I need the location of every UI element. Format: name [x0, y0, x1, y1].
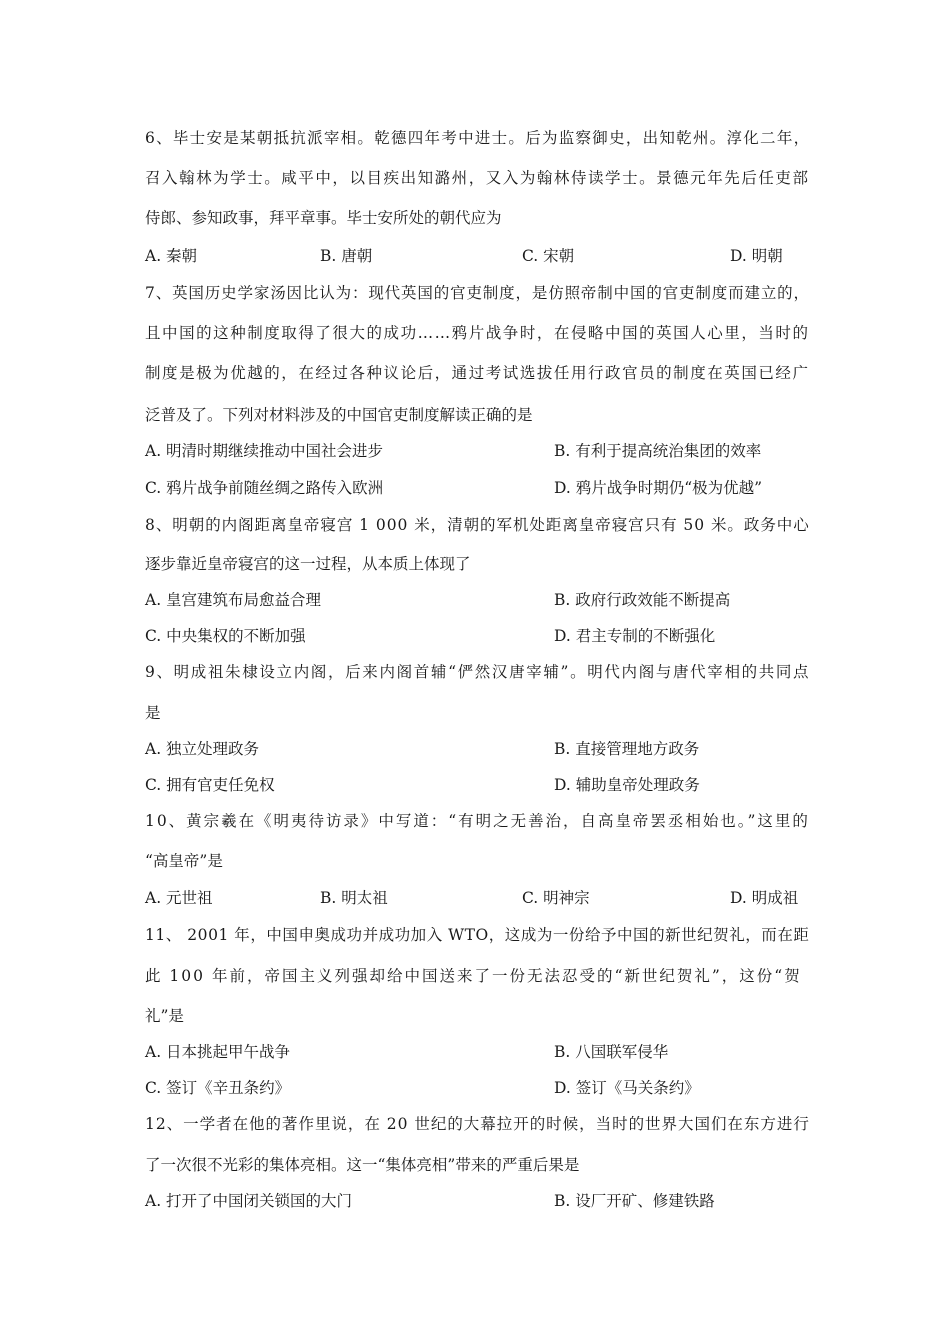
- q6-stem-line-3: 侍郎、参知政事，拜平章事。毕士安所处的朝代应为: [145, 209, 502, 227]
- q8-option-d: D. 君主专制的不断强化: [554, 627, 716, 645]
- q12-stem-line-1: 12、一学者在他的著作里说，在 20 世纪的大幕拉开的时候，当时的世界大国们在东方进行: [145, 1115, 810, 1133]
- q9-option-c: C. 拥有官吏任免权: [145, 776, 275, 794]
- q7-option-a: A. 明清时期继续推动中国社会进步: [145, 442, 384, 460]
- q9-option-a: A. 独立处理政务: [145, 740, 260, 758]
- q6-option-b: B. 唐朝: [320, 247, 373, 265]
- q12-option-b: B. 设厂开矿、修建铁路: [554, 1192, 715, 1210]
- q11-stem-line-1: 11、 2001 年，中国申奥成功并成功加入 WTO，这成为一份给予中国的新世纪贺礼，而在距: [145, 926, 810, 944]
- q9-stem-line-2: 是: [145, 704, 161, 722]
- q7-option-d: D. 鸦片战争时期仍“极为优越”: [554, 479, 763, 497]
- q8-option-b: B. 政府行政效能不断提高: [554, 591, 731, 609]
- q9-option-d: D. 辅助皇帝处理政务: [554, 776, 700, 794]
- q8-stem-line-1: 8、明朝的内阁距离皇帝寝宫 1 000 米，清朝的军机处距离皇帝寝宫只有 50 米。政务中心: [145, 516, 810, 534]
- q7-stem-line-4: 泛普及了。下列对材料涉及的中国官吏制度解读正确的是: [145, 406, 533, 424]
- q6-stem-line-2: 召入翰林为学士。咸平中，以目疾出知潞州，又入为翰林侍读学士。景德元年先后任吏部: [145, 169, 810, 187]
- q10-option-c: C. 明神宗: [522, 889, 590, 907]
- q6-option-a: A. 秦朝: [145, 247, 198, 265]
- q9-option-b: B. 直接管理地方政务: [554, 740, 700, 758]
- q12-option-a: A. 打开了中国闭关锁国的大门: [145, 1192, 353, 1210]
- q12-stem-line-2: 了一次很不光彩的集体亮相。这一“集体亮相”带来的严重后果是: [145, 1156, 580, 1174]
- q6-option-d: D. 明朝: [730, 247, 783, 265]
- q10-option-b: B. 明太祖: [320, 889, 388, 907]
- q11-option-b: B. 八国联军侵华: [554, 1043, 669, 1061]
- q7-option-b: B. 有利于提高统治集团的效率: [554, 442, 762, 460]
- q10-stem-line-1: 10、黄宗羲在《明夷待访录》中写道：“有明之无善治，自高皇帝罢丞相始也。”这里的: [145, 812, 810, 830]
- q7-stem-line-2: 且中国的这种制度取得了很大的成功……鸦片战争时，在侵略中国的英国人心里，当时的: [145, 324, 810, 342]
- q8-option-c: C. 中央集权的不断加强: [145, 627, 306, 645]
- q8-option-a: A. 皇宫建筑布局愈益合理: [145, 591, 322, 609]
- q7-stem-line-1: 7、英国历史学家汤因比认为：现代英国的官吏制度，是仿照帝制中国的官吏制度而建立的，: [145, 284, 810, 302]
- q7-stem-line-3: 制度是极为优越的，在经过各种议论后，通过考试选拔任用行政官员的制度在英国已经广: [145, 364, 810, 382]
- q11-stem-line-2: 此 100 年前，帝国主义列强却给中国送来了一份无法忍受的“新世纪贺礼”，这份“贺: [145, 967, 802, 985]
- q10-stem-line-2: “高皇帝”是: [145, 852, 223, 870]
- q6-option-c: C. 宋朝: [522, 247, 575, 265]
- q10-option-d: D. 明成祖: [730, 889, 799, 907]
- q10-option-a: A. 元世祖: [145, 889, 213, 907]
- q11-option-d: D. 签订《马关条约》: [554, 1079, 700, 1097]
- q7-option-c: C. 鸦片战争前随丝绸之路传入欧洲: [145, 479, 384, 497]
- q8-stem-line-2: 逐步靠近皇帝寝宫的这一过程，从本质上体现了: [145, 555, 471, 573]
- q6-stem-line-1: 6、毕士安是某朝抵抗派宰相。乾德四年考中进士。后为监察御史，出知乾州。淳化二年，: [145, 129, 811, 147]
- q11-option-c: C. 签订《辛丑条约》: [145, 1079, 291, 1097]
- q11-option-a: A. 日本挑起甲午战争: [145, 1043, 291, 1061]
- q11-stem-line-3: 礼”是: [145, 1007, 184, 1025]
- q9-stem-line-1: 9、明成祖朱棣设立内阁，后来内阁首辅“俨然汉唐宰辅”。明代内阁与唐代宰相的共同点: [145, 663, 811, 681]
